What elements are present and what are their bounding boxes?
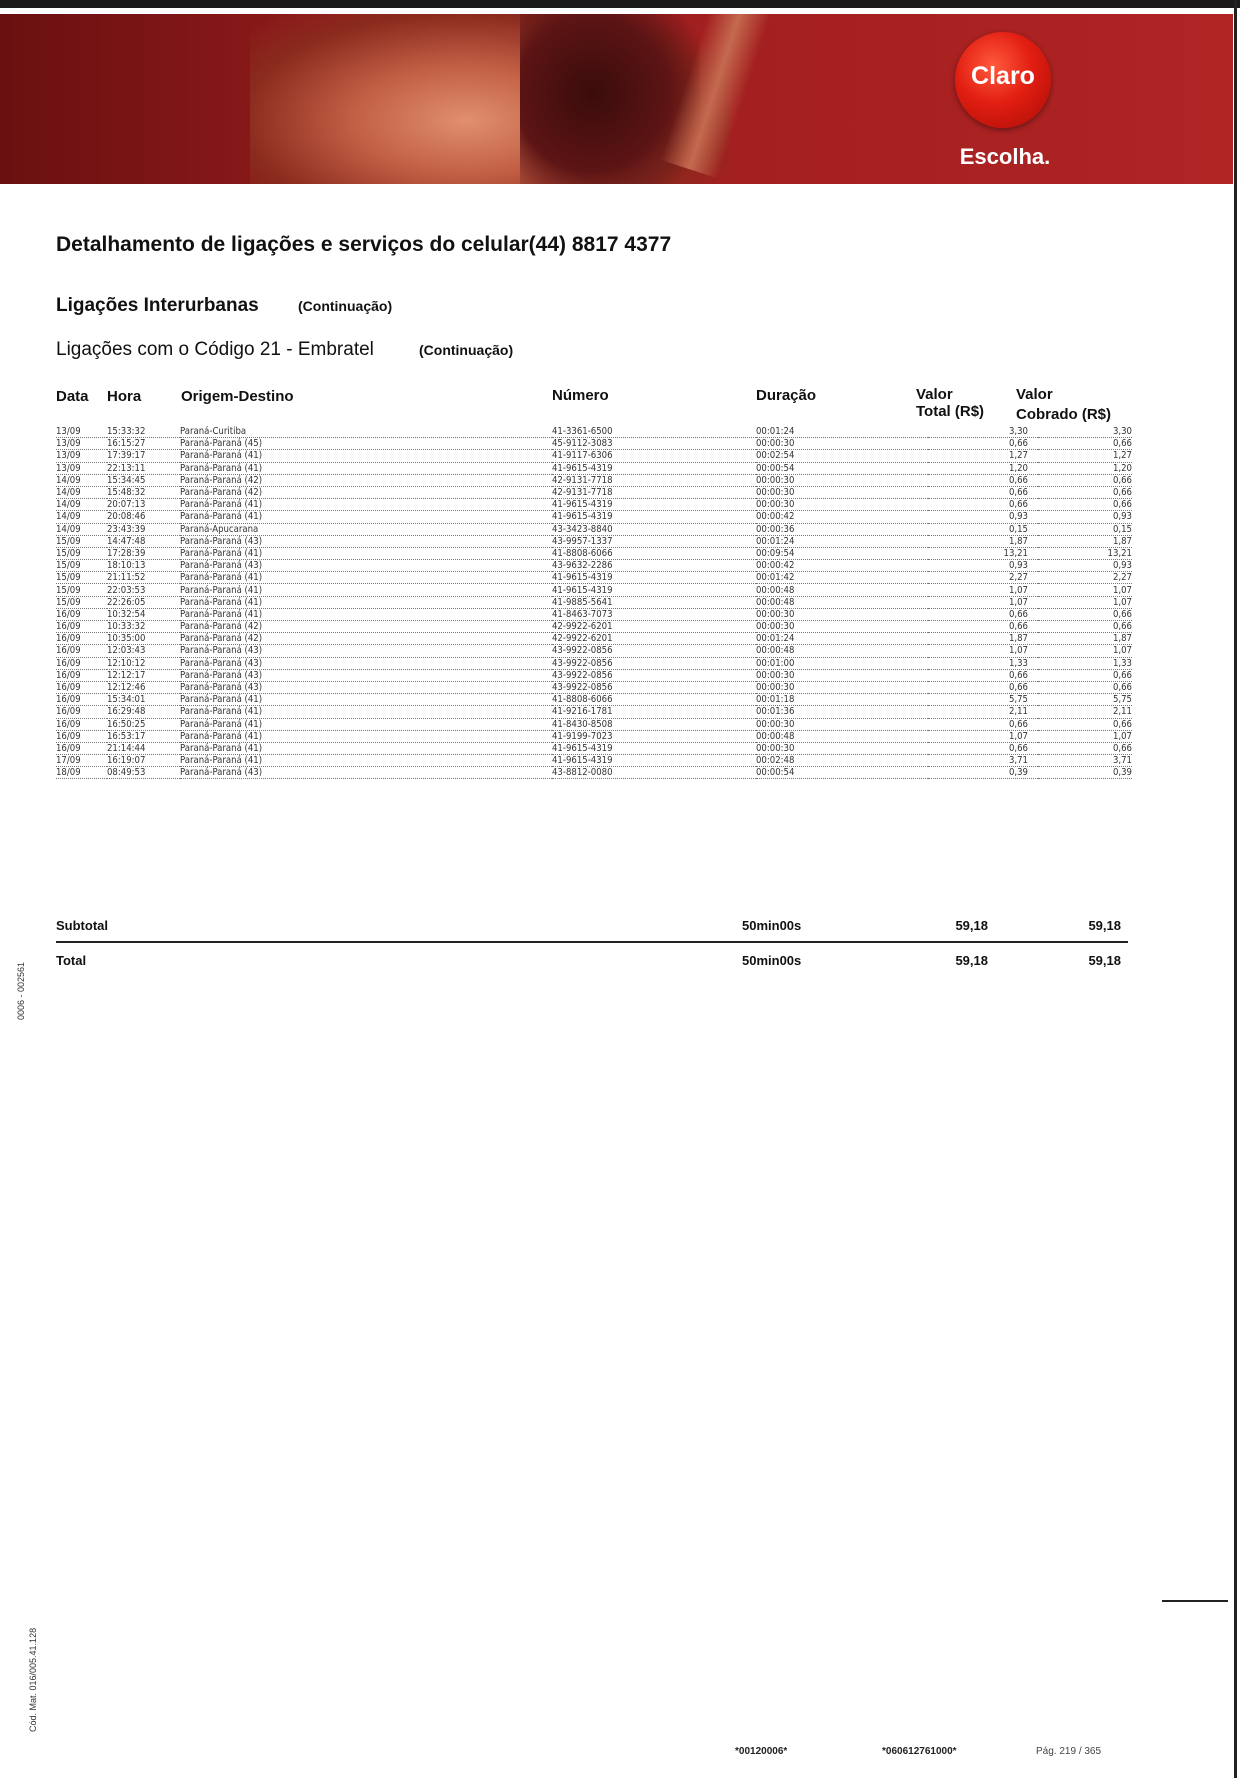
cell-duracao: 00:09:54 [756,547,928,559]
table-row [56,681,1132,693]
footer-code-1: *00120006* [735,1746,788,1757]
cell-hora: 16:53:17 [107,730,180,742]
col-header-valor-total-2: Total (R$) [916,403,985,420]
cell-duracao: 00:01:18 [756,694,928,706]
cell-data: 16/09 [56,608,107,620]
cell-data: 15/09 [56,572,107,584]
cell-numero: 43-9922-0856 [552,657,756,669]
cell-hora: 12:12:17 [107,669,180,681]
cell-hora: 10:35:00 [107,633,180,645]
cell-duracao: 00:00:42 [756,560,928,572]
cell-numero: 41-9615-4319 [552,584,756,596]
cell-valor-total: 0,15 [928,523,1038,535]
cell-origem: Paraná-Paraná (41) [180,450,552,462]
cell-origem: Paraná-Paraná (41) [180,608,552,620]
cell-data: 16/09 [56,669,107,681]
cell-valor-cobrado: 0,66 [1038,669,1132,681]
cell-valor-cobrado: 0,66 [1038,718,1132,730]
cell-origem: Paraná-Paraná (42) [180,474,552,486]
cell-numero: 43-9922-0856 [552,669,756,681]
cell-origem: Paraná-Paraná (43) [180,535,552,547]
cell-valor-cobrado: 1,87 [1038,633,1132,645]
cell-numero: 41-9199-7023 [552,730,756,742]
cell-numero: 41-8430-8508 [552,718,756,730]
cell-origem: Paraná-Paraná (41) [180,511,552,523]
logo-text: Claro [971,62,1035,90]
cell-data: 14/09 [56,499,107,511]
cell-hora: 14:47:48 [107,535,180,547]
cell-duracao: 00:00:48 [756,584,928,596]
cell-data: 14/09 [56,511,107,523]
subtotal-label: Subtotal [56,918,108,933]
cell-duracao: 00:00:30 [756,486,928,498]
cell-numero: 41-9885-5641 [552,596,756,608]
cell-numero: 41-8808-6066 [552,694,756,706]
cell-duracao: 00:00:36 [756,523,928,535]
total-valor-total: 59,18 [955,953,988,968]
cell-data: 16/09 [56,718,107,730]
col-header-valor-cobrado-2: Cobrado (R$) [1016,406,1111,423]
cell-origem: Paraná-Paraná (43) [180,767,552,779]
cell-data: 13/09 [56,450,107,462]
cell-valor-total: 3,71 [928,755,1038,767]
cell-valor-total: 1,87 [928,535,1038,547]
section-continuation: (Continuação) [419,342,514,358]
cell-origem: Paraná-Paraná (42) [180,621,552,633]
cell-duracao: 00:02:48 [756,755,928,767]
cell-hora: 15:34:01 [107,694,180,706]
cell-valor-cobrado: 0,66 [1038,608,1132,620]
cell-origem: Paraná-Paraná (43) [180,657,552,669]
cell-origem: Paraná-Paraná (43) [180,645,552,657]
cell-data: 14/09 [56,474,107,486]
cell-data: 16/09 [56,681,107,693]
cell-duracao: 00:00:30 [756,681,928,693]
cell-valor-total: 1,07 [928,596,1038,608]
cell-valor-cobrado: 0,15 [1038,523,1132,535]
cell-valor-total: 0,66 [928,438,1038,450]
cell-numero: 41-9615-4319 [552,742,756,754]
cell-hora: 21:11:52 [107,572,180,584]
cell-data: 16/09 [56,706,107,718]
table-row [56,767,1132,779]
table-row [56,560,1132,572]
cell-numero: 41-3361-6500 [552,426,756,438]
cell-hora: 12:10:12 [107,657,180,669]
cell-hora: 08:49:53 [107,767,180,779]
subtitle: Ligações Interurbanas [56,295,259,316]
table-row [56,535,1132,547]
page-title: Detalhamento de ligações e serviços do celular(44) 8817 4377 [56,233,672,256]
total-valor-cobrado: 59,18 [1088,953,1121,968]
cell-duracao: 00:00:54 [756,767,928,779]
cell-valor-cobrado: 2,27 [1038,572,1132,584]
cell-origem: Paraná-Paraná (42) [180,633,552,645]
cell-duracao: 00:02:54 [756,450,928,462]
table-row [56,584,1132,596]
cell-origem: Paraná-Paraná (43) [180,669,552,681]
cell-data: 15/09 [56,535,107,547]
cell-origem: Paraná-Paraná (42) [180,486,552,498]
table-row [56,572,1132,584]
table-row [56,718,1132,730]
cell-hora: 15:33:32 [107,426,180,438]
table-row [56,474,1132,486]
cell-valor-cobrado: 1,07 [1038,584,1132,596]
cell-origem: Paraná-Paraná (41) [180,694,552,706]
cell-valor-total: 0,66 [928,499,1038,511]
cell-valor-total: 0,66 [928,608,1038,620]
cell-valor-cobrado: 1,07 [1038,596,1132,608]
cell-valor-total: 0,66 [928,742,1038,754]
cell-duracao: 00:01:42 [756,572,928,584]
cell-valor-cobrado: 0,66 [1038,499,1132,511]
cell-valor-total: 0,66 [928,681,1038,693]
cell-valor-cobrado: 0,66 [1038,621,1132,633]
cell-valor-total: 3,30 [928,426,1038,438]
cell-numero: 43-9922-0856 [552,681,756,693]
table-row [56,633,1132,645]
cell-numero: 41-8808-6066 [552,547,756,559]
cell-numero: 43-9957-1337 [552,535,756,547]
cell-numero: 43-8812-0080 [552,767,756,779]
side-batch-code: 0006 - 002561 [16,961,26,1020]
cell-origem: Paraná-Paraná (43) [180,560,552,572]
table-row [56,742,1132,754]
total-divider [56,941,1128,943]
table-row [56,499,1132,511]
cell-valor-total: 1,07 [928,645,1038,657]
table-row [56,706,1132,718]
cell-hora: 23:43:39 [107,523,180,535]
cell-origem: Paraná-Paraná (41) [180,462,552,474]
cell-data: 13/09 [56,438,107,450]
cell-numero: 41-9615-4319 [552,499,756,511]
margin-dash [1162,1600,1228,1602]
cell-origem: Paraná-Apucarana [180,523,552,535]
table-row [56,755,1132,767]
cell-duracao: 00:00:48 [756,596,928,608]
cell-hora: 20:08:46 [107,511,180,523]
cell-duracao: 00:00:48 [756,645,928,657]
cell-duracao: 00:00:30 [756,438,928,450]
cell-numero: 41-8463-7073 [552,608,756,620]
right-border [1234,0,1237,1778]
cell-duracao: 00:01:24 [756,633,928,645]
cell-duracao: 00:00:30 [756,499,928,511]
cell-valor-cobrado: 1,07 [1038,730,1132,742]
cell-valor-total: 0,93 [928,511,1038,523]
cell-origem: Paraná-Paraná (41) [180,584,552,596]
cell-data: 16/09 [56,645,107,657]
table-row [56,462,1132,474]
cell-numero: 41-9216-1781 [552,706,756,718]
cell-data: 13/09 [56,426,107,438]
cell-valor-total: 0,66 [928,474,1038,486]
footer-page-number: Pág. 219 / 365 [1036,1746,1102,1757]
brand-tagline: Escolha. [959,144,1051,169]
cell-data: 16/09 [56,730,107,742]
cell-origem: Paraná-Paraná (43) [180,681,552,693]
cell-origem: Paraná-Paraná (45) [180,438,552,450]
table-row [56,694,1132,706]
cell-origem: Paraná-Paraná (41) [180,596,552,608]
cell-valor-cobrado: 1,07 [1038,645,1132,657]
total-label: Total [56,953,87,968]
cell-valor-total: 1,87 [928,633,1038,645]
cell-hora: 22:26:05 [107,596,180,608]
col-header-valor-total-1: Valor [916,386,953,403]
table-row [56,450,1132,462]
cell-numero: 42-9922-6201 [552,621,756,633]
cell-origem: Paraná-Paraná (41) [180,547,552,559]
col-header-data: Data [56,388,89,405]
calls-table [56,426,1132,779]
col-header-origem: Origem-Destino [181,388,294,405]
cell-duracao: 00:00:30 [756,742,928,754]
cell-valor-total: 0,66 [928,718,1038,730]
cell-valor-total: 1,33 [928,657,1038,669]
cell-origem: Paraná-Paraná (41) [180,730,552,742]
cell-origem: Paraná-Curitiba [180,426,552,438]
cell-valor-cobrado: 0,66 [1038,486,1132,498]
cell-valor-total: 0,93 [928,560,1038,572]
cell-valor-cobrado: 5,75 [1038,694,1132,706]
cell-valor-total: 13,21 [928,547,1038,559]
table-row [56,621,1132,633]
cell-valor-cobrado: 3,30 [1038,426,1132,438]
cell-numero: 43-9632-2286 [552,560,756,572]
cell-duracao: 00:00:30 [756,669,928,681]
cell-origem: Paraná-Paraná (41) [180,742,552,754]
cell-numero: 41-9117-6306 [552,450,756,462]
cell-data: 14/09 [56,523,107,535]
table-row [56,608,1132,620]
cell-valor-cobrado: 13,21 [1038,547,1132,559]
cell-valor-cobrado: 1,20 [1038,462,1132,474]
cell-valor-cobrado: 0,93 [1038,560,1132,572]
cell-valor-cobrado: 1,27 [1038,450,1132,462]
cell-hora: 10:33:32 [107,621,180,633]
table-row [56,523,1132,535]
cell-numero: 42-9922-6201 [552,633,756,645]
table-row [56,547,1132,559]
cell-duracao: 00:00:30 [756,718,928,730]
cell-origem: Paraná-Paraná (41) [180,499,552,511]
cell-duracao: 00:01:00 [756,657,928,669]
cell-data: 18/09 [56,767,107,779]
cell-hora: 22:13:11 [107,462,180,474]
cell-hora: 16:29:48 [107,706,180,718]
table-row [56,438,1132,450]
cell-valor-total: 2,27 [928,572,1038,584]
cell-duracao: 00:01:36 [756,706,928,718]
cell-duracao: 00:00:30 [756,621,928,633]
cell-valor-total: 1,27 [928,450,1038,462]
cell-data: 16/09 [56,621,107,633]
subtotal-valor-cobrado: 59,18 [1088,918,1121,933]
cell-duracao: 00:00:54 [756,462,928,474]
table-row [56,596,1132,608]
cell-data: 14/09 [56,486,107,498]
footer-code-2: *060612761000* [882,1746,957,1757]
cell-valor-cobrado: 0,66 [1038,681,1132,693]
cell-valor-total: 1,20 [928,462,1038,474]
table-row [56,645,1132,657]
cell-hora: 18:10:13 [107,560,180,572]
cell-numero: 41-9615-4319 [552,511,756,523]
total-duracao: 50min00s [742,953,802,968]
cell-data: 15/09 [56,547,107,559]
cell-valor-cobrado: 0,66 [1038,742,1132,754]
col-header-numero: Número [552,387,609,404]
cell-valor-total: 0,39 [928,767,1038,779]
cell-duracao: 00:00:30 [756,474,928,486]
cell-valor-cobrado: 0,66 [1038,438,1132,450]
cell-origem: Paraná-Paraná (41) [180,572,552,584]
col-header-hora: Hora [107,388,142,405]
cell-origem: Paraná-Paraná (41) [180,706,552,718]
cell-valor-cobrado: 3,71 [1038,755,1132,767]
table-row [56,730,1132,742]
cell-valor-cobrado: 2,11 [1038,706,1132,718]
cell-data: 16/09 [56,657,107,669]
side-material-code: Cód. Mat. 016/005.41.128 [28,1627,38,1732]
cell-data: 13/09 [56,462,107,474]
table-row [56,426,1132,438]
cell-numero: 42-9131-7718 [552,474,756,486]
cell-hora: 12:12:46 [107,681,180,693]
cell-data: 17/09 [56,755,107,767]
cell-valor-cobrado: 1,87 [1038,535,1132,547]
cell-valor-total: 5,75 [928,694,1038,706]
cell-duracao: 00:00:48 [756,730,928,742]
cell-valor-total: 2,11 [928,706,1038,718]
cell-valor-cobrado: 0,66 [1038,474,1132,486]
cell-valor-cobrado: 1,33 [1038,657,1132,669]
cell-data: 15/09 [56,596,107,608]
cell-numero: 45-9112-3083 [552,438,756,450]
cell-duracao: 00:01:24 [756,426,928,438]
cell-valor-total: 1,07 [928,730,1038,742]
cell-valor-cobrado: 0,93 [1038,511,1132,523]
cell-numero: 43-3423-8840 [552,523,756,535]
cell-duracao: 00:00:30 [756,608,928,620]
cell-hora: 16:50:25 [107,718,180,730]
cell-origem: Paraná-Paraná (41) [180,718,552,730]
col-header-valor-cobrado-1: Valor [1016,386,1053,403]
cell-valor-total: 0,66 [928,621,1038,633]
subtotal-duracao: 50min00s [742,918,802,933]
table-row [56,486,1132,498]
cell-hora: 20:07:13 [107,499,180,511]
cell-data: 16/09 [56,694,107,706]
cell-hora: 22:03:53 [107,584,180,596]
cell-numero: 41-9615-4319 [552,755,756,767]
subtitle-continuation: (Continuação) [298,298,393,314]
cell-duracao: 00:01:24 [756,535,928,547]
cell-valor-total: 0,66 [928,486,1038,498]
cell-data: 15/09 [56,560,107,572]
cell-hora: 16:15:27 [107,438,180,450]
cell-hora: 15:34:45 [107,474,180,486]
cell-hora: 17:39:17 [107,450,180,462]
cell-data: 16/09 [56,633,107,645]
header-banner [0,14,1233,184]
col-header-duracao: Duração [756,387,817,404]
table-row [56,657,1132,669]
cell-numero: 43-9922-0856 [552,645,756,657]
cell-numero: 41-9615-4319 [552,462,756,474]
cell-numero: 41-9615-4319 [552,572,756,584]
cell-hora: 21:14:44 [107,742,180,754]
cell-valor-total: 0,66 [928,669,1038,681]
cell-hora: 16:19:07 [107,755,180,767]
cell-valor-total: 1,07 [928,584,1038,596]
cell-hora: 15:48:32 [107,486,180,498]
cell-valor-cobrado: 0,39 [1038,767,1132,779]
cell-hora: 12:03:43 [107,645,180,657]
top-border [0,0,1240,8]
cell-hora: 17:28:39 [107,547,180,559]
cell-data: 15/09 [56,584,107,596]
cell-hora: 10:32:54 [107,608,180,620]
cell-numero: 42-9131-7718 [552,486,756,498]
cell-duracao: 00:00:42 [756,511,928,523]
table-row [56,511,1132,523]
table-row [56,669,1132,681]
cell-data: 16/09 [56,742,107,754]
claro-logo [955,32,1051,128]
subtotal-valor-total: 59,18 [955,918,988,933]
cell-origem: Paraná-Paraná (41) [180,755,552,767]
section-heading: Ligações com o Código 21 - Embratel [56,339,374,360]
